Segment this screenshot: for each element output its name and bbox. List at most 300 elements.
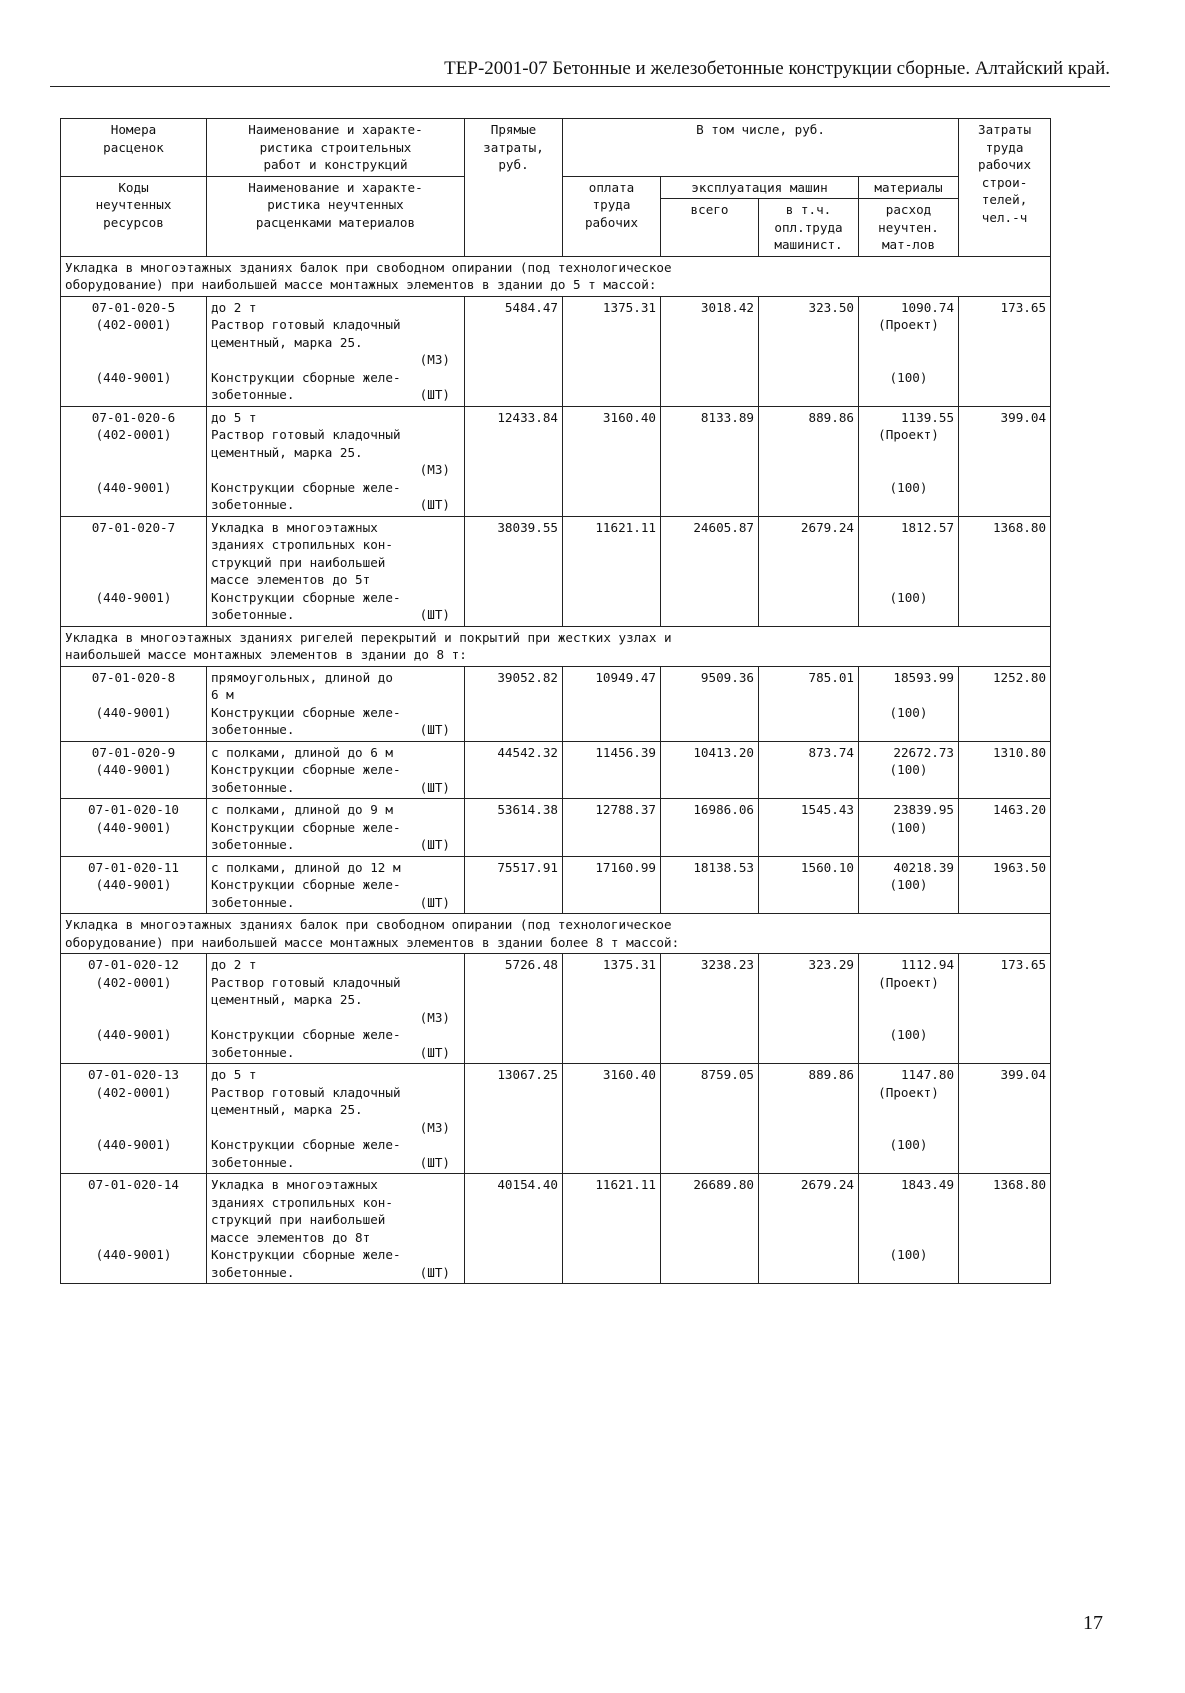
col-wages: оплата труда рабочих xyxy=(563,176,661,256)
col-machines: эксплуатация машин xyxy=(661,176,859,199)
rate-row xyxy=(61,741,1051,799)
materials-line xyxy=(863,1211,954,1229)
rate-name-line xyxy=(211,1154,460,1172)
unit-label: (ШТ) xyxy=(419,497,450,512)
rate-row xyxy=(61,1174,1051,1284)
rate-name-line xyxy=(211,1194,460,1212)
rate-row xyxy=(61,1064,1051,1174)
rate-code-cell xyxy=(61,954,207,1064)
running-header xyxy=(50,58,1110,87)
section-heading-row xyxy=(61,256,1051,296)
rate-code-line xyxy=(65,686,202,704)
rate-name-text: Конструкции сборные желе- xyxy=(211,704,401,720)
labor-costs-cell: 173.65 xyxy=(959,954,1051,1064)
rate-name-text: до 2 т xyxy=(211,957,257,972)
rate-name-text: зобетонные. xyxy=(211,1264,295,1280)
rate-code-line xyxy=(65,571,202,589)
unit-label: (ШТ) xyxy=(419,387,450,402)
rate-name-text: зданиях стропильных кон- xyxy=(211,1194,393,1210)
unit-label: (ШТ) xyxy=(419,722,450,737)
machinist-wages-cell: 323.50 xyxy=(759,296,859,406)
col-labor-costs: Затраты труда рабочих строи- телей, чел.-ч xyxy=(959,119,1051,257)
rate-name-line xyxy=(211,779,460,797)
rate-code-line xyxy=(65,1229,202,1247)
materials-line xyxy=(863,1101,954,1119)
labor-costs-cell: 1463.20 xyxy=(959,799,1051,857)
rate-name-text: зобетонные. xyxy=(211,1044,295,1060)
wages-cell: 12788.37 xyxy=(563,799,661,857)
materials-line: (100) xyxy=(889,1137,928,1152)
rate-name-text: Раствор готовый кладочный xyxy=(211,427,401,442)
col-including: В том числе, руб. xyxy=(563,119,959,177)
unit-label: (М3) xyxy=(419,462,450,477)
rate-name-text: до 5 т xyxy=(211,1067,257,1082)
wages-cell: 11621.11 xyxy=(563,1174,661,1284)
rate-name-line xyxy=(211,686,460,704)
rate-name-text: зобетонные. xyxy=(211,1154,295,1170)
rate-name-text: до 2 т xyxy=(211,299,257,315)
rate-name-text: прямоугольных, длиной до xyxy=(211,669,393,685)
rate-name-text: Конструкции сборные желе- xyxy=(211,1137,401,1152)
rate-name-line xyxy=(211,299,460,317)
rate-name-line xyxy=(211,554,460,572)
materials-line: (100) xyxy=(889,589,928,605)
rate-name-line xyxy=(211,1101,460,1119)
col-unaccounted-materials: расход неучтен. мат-лов xyxy=(859,199,959,257)
materials-line xyxy=(863,571,954,589)
rate-code-line xyxy=(65,1101,202,1119)
rate-name-text: Конструкции сборные желе- xyxy=(211,819,401,835)
rate-name-text: с полками, длиной до 12 м xyxy=(211,859,401,875)
rate-code-line: 07-01-020-12 xyxy=(88,957,179,972)
materials-line: (100) xyxy=(889,877,928,892)
rate-code-line: (402-0001) xyxy=(95,317,172,332)
direct-costs-cell: 5484.47 xyxy=(465,296,563,406)
direct-costs-cell: 5726.48 xyxy=(465,954,563,1064)
rate-name-line xyxy=(211,571,460,589)
machinist-wages-cell: 1560.10 xyxy=(759,856,859,914)
rate-code-cell xyxy=(61,856,207,914)
rate-name-cell xyxy=(207,741,465,799)
rate-code-cell xyxy=(61,296,207,406)
rate-code-line xyxy=(65,1009,202,1027)
materials-line xyxy=(863,1009,954,1027)
rate-code-cell xyxy=(61,666,207,741)
rate-name-line xyxy=(211,894,460,912)
rate-name-line xyxy=(211,369,460,387)
rate-name-line xyxy=(211,1044,460,1062)
rate-name-line xyxy=(211,386,460,404)
rate-name-line xyxy=(211,991,460,1009)
materials-line: 1812.57 xyxy=(900,519,955,535)
rate-name-text: Конструкции сборные желе- xyxy=(211,369,401,385)
rate-name-text: зобетонные. xyxy=(211,722,295,737)
rate-code-line xyxy=(65,536,202,554)
rate-code-line: (440-9001) xyxy=(95,704,172,720)
wages-cell: 3160.40 xyxy=(563,1064,661,1174)
running-header-title: ТЕР-2001-07 Бетонные и железобетонные конструкции сборные. Алтайский край. xyxy=(444,58,1110,79)
unit-label: (М3) xyxy=(419,352,450,367)
materials-cell xyxy=(859,741,959,799)
rate-name-text: Раствор готовый кладочный xyxy=(211,317,401,332)
rate-code-line: 07-01-020-8 xyxy=(91,669,176,685)
rate-row xyxy=(61,799,1051,857)
rate-name-cell xyxy=(207,406,465,516)
rate-name-line xyxy=(211,444,460,462)
col-direct-costs: Прямые затраты, руб. xyxy=(465,119,563,257)
col-machinist-wages: в т.ч. опл.труда машинист. xyxy=(759,199,859,257)
col-rate-number: Номера расценок xyxy=(61,119,207,177)
direct-costs-cell: 12433.84 xyxy=(465,406,563,516)
unit-label: (М3) xyxy=(419,1009,450,1025)
direct-costs-cell: 75517.91 xyxy=(465,856,563,914)
materials-line xyxy=(863,1229,954,1247)
rate-name-text: Конструкции сборные желе- xyxy=(211,479,401,495)
machines-total-cell: 16986.06 xyxy=(661,799,759,857)
materials-line: (Проект) xyxy=(878,1084,939,1100)
rate-code-line: (440-9001) xyxy=(95,1137,172,1152)
wages-cell: 10949.47 xyxy=(563,666,661,741)
rate-name-text: Укладка в многоэтажных xyxy=(211,519,378,535)
labor-costs-cell: 1310.80 xyxy=(959,741,1051,799)
rate-name-line xyxy=(211,334,460,352)
materials-cell xyxy=(859,516,959,626)
rate-name-text: Раствор готовый кладочный xyxy=(211,1084,401,1100)
rate-row xyxy=(61,516,1051,626)
rate-name-line xyxy=(211,721,460,739)
rate-name-text: Укладка в многоэтажных xyxy=(211,1177,378,1192)
machines-total-cell: 18138.53 xyxy=(661,856,759,914)
rate-name-text: Конструкции сборные желе- xyxy=(211,762,401,777)
rate-name-text: цементный, марка 25. xyxy=(211,334,363,350)
unit-label: (ШТ) xyxy=(419,607,450,622)
rate-code-line: (440-9001) xyxy=(95,1027,172,1042)
labor-costs-cell: 399.04 xyxy=(959,1064,1051,1174)
rate-name-text: Конструкции сборные желе- xyxy=(211,589,401,605)
machines-total-cell: 24605.87 xyxy=(661,516,759,626)
direct-costs-cell: 53614.38 xyxy=(465,799,563,857)
unit-label: (М3) xyxy=(419,1119,450,1135)
rate-code-line: 07-01-020-11 xyxy=(88,859,179,875)
direct-costs-cell: 40154.40 xyxy=(465,1174,563,1284)
materials-line: (100) xyxy=(889,1027,928,1042)
machinist-wages-cell: 1545.43 xyxy=(759,799,859,857)
page-number: 17 xyxy=(1083,1612,1103,1634)
machinist-wages-cell: 889.86 xyxy=(759,1064,859,1174)
wages-cell: 11621.11 xyxy=(563,516,661,626)
materials-line: (Проект) xyxy=(878,427,939,442)
unit-label: (ШТ) xyxy=(419,837,450,852)
materials-line xyxy=(863,444,954,462)
materials-cell xyxy=(859,799,959,857)
machinist-wages-cell: 785.01 xyxy=(759,666,859,741)
rate-code-line: 07-01-020-9 xyxy=(91,744,176,760)
section-heading-row xyxy=(61,914,1051,954)
rate-name-text: Конструкции сборные желе- xyxy=(211,1027,401,1042)
rate-name-cell xyxy=(207,516,465,626)
rate-name-line xyxy=(211,956,460,974)
rate-code-line: (440-9001) xyxy=(95,877,172,892)
rate-code-line: 07-01-020-6 xyxy=(91,409,176,425)
rate-name-line xyxy=(211,316,460,334)
machines-total-cell: 3238.23 xyxy=(661,954,759,1064)
rate-row xyxy=(61,296,1051,406)
materials-line: (100) xyxy=(889,1247,928,1262)
rate-name-line xyxy=(211,1264,460,1282)
materials-line xyxy=(863,461,954,479)
rate-name-cell xyxy=(207,666,465,741)
machines-total-cell: 8133.89 xyxy=(661,406,759,516)
rate-name-line xyxy=(211,479,460,497)
rate-name-line xyxy=(211,409,460,427)
rate-name-cell xyxy=(207,1064,465,1174)
rate-code-line: (402-0001) xyxy=(95,974,172,990)
rate-code-line xyxy=(65,1211,202,1229)
machinist-wages-cell: 873.74 xyxy=(759,741,859,799)
materials-line xyxy=(863,554,954,572)
rate-name-line xyxy=(211,536,460,554)
materials-line xyxy=(863,1194,954,1212)
rate-name-line xyxy=(211,1009,460,1027)
rate-name-cell xyxy=(207,856,465,914)
rate-code-line xyxy=(65,554,202,572)
unit-label: (ШТ) xyxy=(419,894,450,910)
section-heading: Укладка в многоэтажных зданиях балок при свободном опирании (под технологическое оборудование) при наибольшей массе монтажных элементов в здании до 5 т массой: xyxy=(61,256,1051,296)
rate-code-line: (440-9001) xyxy=(95,369,172,385)
col-machines-total: всего xyxy=(661,199,759,257)
section-heading-row xyxy=(61,626,1051,666)
materials-line: 18593.99 xyxy=(893,669,955,685)
wages-cell: 1375.31 xyxy=(563,296,661,406)
rate-name-line xyxy=(211,1026,460,1044)
rate-code-line: 07-01-020-14 xyxy=(88,1177,179,1192)
rate-name-text: зобетонные. xyxy=(211,497,295,512)
rate-name-line xyxy=(211,606,460,624)
materials-line: 1147.80 xyxy=(900,1067,955,1082)
col-resource-codes: Коды неучтенных ресурсов xyxy=(61,176,207,256)
rate-code-line: (440-9001) xyxy=(95,762,172,777)
rate-name-line xyxy=(211,519,460,537)
machinist-wages-cell: 2679.24 xyxy=(759,516,859,626)
direct-costs-cell: 44542.32 xyxy=(465,741,563,799)
rate-name-line xyxy=(211,1066,460,1084)
rate-name-line xyxy=(211,744,460,762)
rate-name-line xyxy=(211,351,460,369)
rate-name-text: струкций при наибольшей xyxy=(211,1212,386,1227)
materials-line: (Проект) xyxy=(878,974,939,990)
rate-code-line xyxy=(65,991,202,1009)
rate-name-line xyxy=(211,1211,460,1229)
rate-code-cell xyxy=(61,1174,207,1284)
rate-name-text: Конструкции сборные желе- xyxy=(211,877,401,892)
rate-row xyxy=(61,856,1051,914)
materials-line: 23839.95 xyxy=(893,802,955,817)
rate-code-line: 07-01-020-7 xyxy=(91,519,176,535)
rate-name-text: 6 м xyxy=(211,687,234,702)
rate-name-cell xyxy=(207,954,465,1064)
rate-name-text: струкций при наибольшей xyxy=(211,554,386,570)
rate-code-cell xyxy=(61,741,207,799)
machines-total-cell: 9509.36 xyxy=(661,666,759,741)
rate-name-line xyxy=(211,1246,460,1264)
materials-line: (100) xyxy=(889,479,928,495)
machinist-wages-cell: 889.86 xyxy=(759,406,859,516)
rate-name-text: до 5 т xyxy=(211,409,257,425)
materials-line xyxy=(863,991,954,1009)
rate-name-text: цементный, марка 25. xyxy=(211,992,363,1007)
rate-name-text: зданиях стропильных кон- xyxy=(211,537,393,552)
rate-code-line: (402-0001) xyxy=(95,1084,172,1100)
rate-name-text: с полками, длиной до 6 м xyxy=(211,744,393,760)
wages-cell: 1375.31 xyxy=(563,954,661,1064)
rate-name-line xyxy=(211,859,460,877)
rate-name-text: массе элементов до 5т xyxy=(211,572,371,587)
materials-line: 1843.49 xyxy=(900,1177,955,1192)
section-heading: Укладка в многоэтажных зданиях балок при свободном опирании (под технологическое оборудование) при наибольшей массе монтажных элементов в здании более 8 т массой: xyxy=(61,914,1051,954)
materials-line xyxy=(863,334,954,352)
machines-total-cell: 10413.20 xyxy=(661,741,759,799)
materials-line xyxy=(863,1119,954,1137)
labor-costs-cell: 1963.50 xyxy=(959,856,1051,914)
rate-code-cell xyxy=(61,406,207,516)
rate-name-text: Раствор готовый кладочный xyxy=(211,974,401,990)
rate-code-line: (402-0001) xyxy=(95,427,172,442)
rate-code-line xyxy=(65,1119,202,1137)
rates-table xyxy=(60,118,1051,1284)
unit-label: (ШТ) xyxy=(419,1264,450,1280)
materials-line: (100) xyxy=(889,819,928,835)
rate-name-text: зобетонные. xyxy=(211,894,295,910)
materials-cell xyxy=(859,1174,959,1284)
machines-total-cell: 26689.80 xyxy=(661,1174,759,1284)
rate-code-line: (440-9001) xyxy=(95,479,172,495)
col-resource-name: Наименование и характе- ристика неучтенных расценками материалов xyxy=(207,176,465,256)
rate-name-line xyxy=(211,589,460,607)
materials-line: 1139.55 xyxy=(900,409,955,425)
materials-line: 1112.94 xyxy=(900,957,955,972)
unit-label: (ШТ) xyxy=(419,1044,450,1060)
rate-code-line: 07-01-020-13 xyxy=(88,1067,179,1082)
rate-code-line: (440-9001) xyxy=(95,1247,172,1262)
unit-label: (ШТ) xyxy=(419,779,450,795)
unit-label: (ШТ) xyxy=(419,1154,450,1170)
rate-name-line xyxy=(211,1119,460,1137)
rate-row xyxy=(61,406,1051,516)
materials-line: (Проект) xyxy=(878,317,939,332)
rate-name-text: Конструкции сборные желе- xyxy=(211,1247,401,1262)
materials-line xyxy=(863,351,954,369)
section-heading: Укладка в многоэтажных зданиях ригелей перекрытий и покрытий при жестких узлах и наибольшей массе монтажных элементов в здании до 8 т: xyxy=(61,626,1051,666)
rate-name-line xyxy=(211,669,460,687)
rate-name-line xyxy=(211,1176,460,1194)
rate-code-line: 07-01-020-10 xyxy=(88,802,179,817)
rate-name-line xyxy=(211,1229,460,1247)
rate-name-text: цементный, марка 25. xyxy=(211,1102,363,1117)
direct-costs-cell: 38039.55 xyxy=(465,516,563,626)
rate-name-line xyxy=(211,819,460,837)
materials-line xyxy=(863,536,954,554)
rate-name-line xyxy=(211,1136,460,1154)
rate-name-text: с полками, длиной до 9 м xyxy=(211,802,393,817)
rate-name-cell xyxy=(207,1174,465,1284)
direct-costs-cell: 13067.25 xyxy=(465,1064,563,1174)
rate-name-text: зобетонные. xyxy=(211,607,295,622)
rate-code-line xyxy=(65,444,202,462)
materials-cell xyxy=(859,666,959,741)
labor-costs-cell: 1252.80 xyxy=(959,666,1051,741)
wages-cell: 17160.99 xyxy=(563,856,661,914)
rate-code-cell xyxy=(61,1064,207,1174)
rate-code-line: 07-01-020-5 xyxy=(91,299,176,315)
rate-name-line xyxy=(211,761,460,779)
rate-name-text: зобетонные. xyxy=(211,387,295,402)
rate-name-text: зобетонные. xyxy=(211,837,295,852)
wages-cell: 11456.39 xyxy=(563,741,661,799)
rate-code-line xyxy=(65,461,202,479)
rate-name-line xyxy=(211,496,460,514)
rate-name-line xyxy=(211,876,460,894)
col-work-name: Наименование и характе- ристика строительных работ и конструкций xyxy=(207,119,465,177)
materials-cell xyxy=(859,1064,959,1174)
rate-code-cell xyxy=(61,799,207,857)
rate-name-line xyxy=(211,704,460,722)
rate-code-line: (440-9001) xyxy=(95,819,172,835)
table-header xyxy=(61,119,1051,257)
rate-code-line xyxy=(65,334,202,352)
rate-name-line xyxy=(211,461,460,479)
machinist-wages-cell: 2679.24 xyxy=(759,1174,859,1284)
materials-cell xyxy=(859,296,959,406)
materials-line: 1090.74 xyxy=(900,299,955,315)
rate-name-text: массе элементов до 8т xyxy=(211,1229,371,1245)
materials-line: (100) xyxy=(889,762,928,777)
labor-costs-cell: 173.65 xyxy=(959,296,1051,406)
materials-cell xyxy=(859,406,959,516)
materials-line xyxy=(863,686,954,704)
rate-name-text: зобетонные. xyxy=(211,779,295,795)
rate-name-line xyxy=(211,974,460,992)
materials-cell xyxy=(859,856,959,914)
rate-name-cell xyxy=(207,296,465,406)
rate-name-line xyxy=(211,426,460,444)
rate-code-line xyxy=(65,1194,202,1212)
rate-code-line: (440-9001) xyxy=(95,589,172,605)
machines-total-cell: 8759.05 xyxy=(661,1064,759,1174)
materials-line: 40218.39 xyxy=(893,859,955,875)
rate-name-line xyxy=(211,836,460,854)
table-body xyxy=(61,256,1051,1284)
materials-line: (100) xyxy=(889,369,928,385)
labor-costs-cell: 399.04 xyxy=(959,406,1051,516)
machinist-wages-cell: 323.29 xyxy=(759,954,859,1064)
labor-costs-cell: 1368.80 xyxy=(959,516,1051,626)
materials-cell xyxy=(859,954,959,1064)
labor-costs-cell: 1368.80 xyxy=(959,1174,1051,1284)
materials-line: (100) xyxy=(889,704,928,720)
wages-cell: 3160.40 xyxy=(563,406,661,516)
rate-code-cell xyxy=(61,516,207,626)
rate-row xyxy=(61,666,1051,741)
rate-name-cell xyxy=(207,799,465,857)
col-materials: материалы xyxy=(859,176,959,199)
rate-name-line xyxy=(211,1084,460,1102)
materials-line: 22672.73 xyxy=(893,744,955,760)
rate-row xyxy=(61,954,1051,1064)
direct-costs-cell: 39052.82 xyxy=(465,666,563,741)
rate-code-line xyxy=(65,351,202,369)
machines-total-cell: 3018.42 xyxy=(661,296,759,406)
rate-name-line xyxy=(211,801,460,819)
